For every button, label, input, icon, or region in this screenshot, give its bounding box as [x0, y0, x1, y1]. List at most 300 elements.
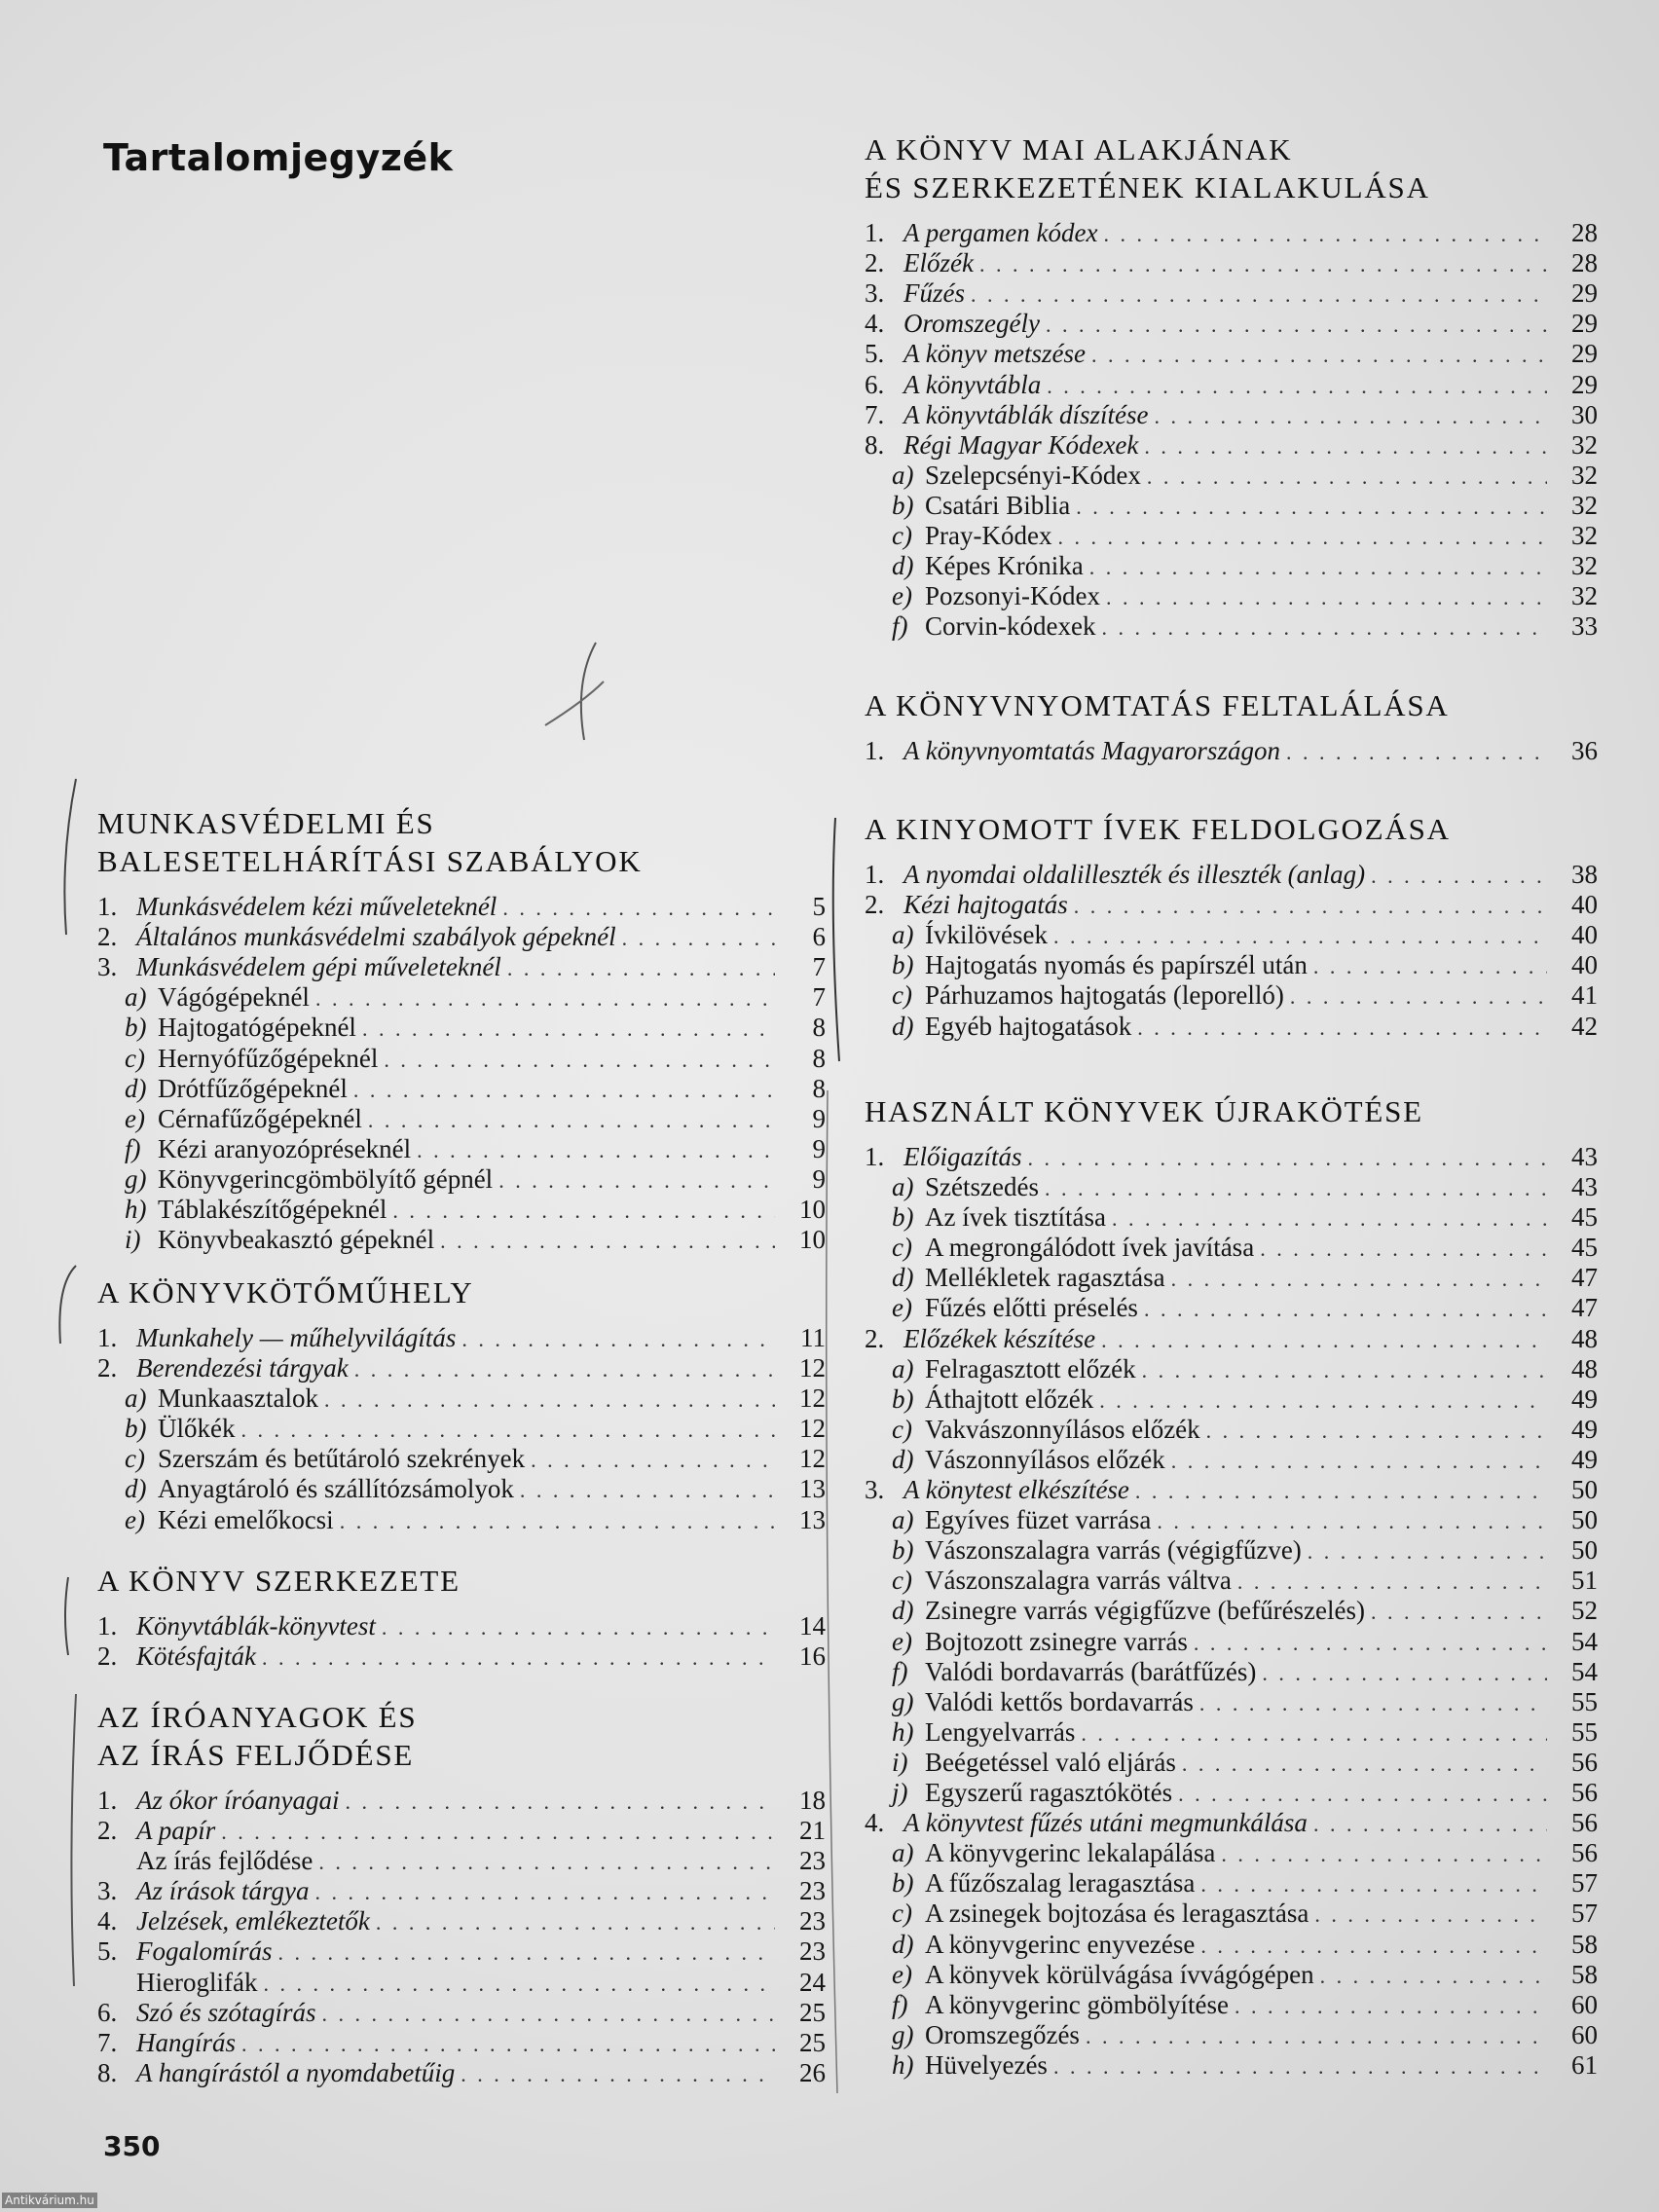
entry-title: Berendezési tárgyak — [136, 1353, 349, 1382]
margin-bracket-mark — [64, 779, 76, 935]
entry-page-number: 29 — [1571, 309, 1598, 338]
entry-number: 1. — [865, 1142, 885, 1171]
entry-number: 4. — [865, 1808, 885, 1837]
toc-entry — [97, 952, 826, 982]
entry-number: f) — [892, 1657, 908, 1686]
entry-number: 6. — [97, 1998, 118, 2027]
toc-entry — [865, 491, 1598, 521]
entry-title: A könyvek körülvágása ívvágógépen — [925, 1960, 1314, 1989]
column-edge-mark — [827, 1090, 837, 2093]
toc-entry — [97, 1383, 826, 1414]
entry-number: 1. — [97, 1323, 118, 1352]
toc-entry — [97, 1611, 826, 1641]
dot-leader — [1081, 1718, 1547, 1748]
entry-page-number: 29 — [1571, 339, 1598, 368]
toc-entry — [97, 1013, 826, 1043]
entry-title: Régi Magyar Kódexek — [903, 430, 1139, 460]
toc-entry — [865, 248, 1598, 278]
toc-entry — [97, 1323, 826, 1353]
entry-page-number: 56 — [1571, 1748, 1598, 1777]
entry-page-number: 25 — [799, 2028, 826, 2057]
toc-entry — [97, 982, 826, 1013]
dot-leader — [1101, 612, 1547, 642]
dot-leader — [1144, 1294, 1547, 1323]
toc-entry — [865, 461, 1598, 491]
toc-entry — [97, 1816, 826, 1846]
entry-number: a) — [892, 1838, 914, 1867]
entry-title: A könytest elkészítése — [903, 1475, 1129, 1504]
entry-number: d) — [892, 1263, 914, 1292]
entry-title: Valódi kettős bordavarrás — [925, 1687, 1194, 1716]
entry-title: Pray-Kódex — [925, 521, 1052, 550]
entry-number: 1. — [97, 1611, 118, 1641]
entry-page-number: 40 — [1571, 890, 1598, 919]
dot-leader — [461, 2059, 775, 2088]
toc-entry — [865, 309, 1598, 339]
dot-leader — [1144, 431, 1547, 461]
entry-title: A könyvnyomtatás Magyarországon — [903, 736, 1280, 765]
toc-entry — [865, 521, 1598, 551]
entry-page-number: 50 — [1571, 1535, 1598, 1565]
entry-title: Munkásvédelem gépi műveleteknél — [136, 952, 501, 981]
toc-entry — [97, 1195, 826, 1225]
entry-title: Párhuzamos hajtogatás (leporelló) — [925, 980, 1284, 1010]
toc-entry — [865, 1415, 1598, 1445]
entry-number: i) — [125, 1225, 141, 1254]
entry-number: e) — [892, 1293, 912, 1322]
entry-number: 2. — [865, 890, 885, 919]
dot-leader — [1074, 891, 1547, 920]
entry-number: i) — [892, 1748, 908, 1777]
dot-leader — [1142, 1355, 1547, 1384]
dot-leader — [1200, 1869, 1547, 1899]
dot-leader — [461, 1324, 775, 1353]
dot-leader — [1194, 1628, 1547, 1657]
entry-title: Előzék — [903, 248, 974, 277]
entry-number: d) — [892, 1012, 914, 1041]
entry-title: Hieroglifák — [136, 1968, 258, 1997]
entry-title: Előzékek készítése — [903, 1324, 1096, 1353]
entry-number: e) — [892, 581, 912, 610]
margin-bracket-mark — [71, 1694, 76, 1986]
entry-number: 1. — [865, 736, 885, 765]
entry-page-number: 23 — [799, 1906, 826, 1936]
entry-number: b) — [125, 1414, 147, 1443]
dot-leader — [1154, 401, 1547, 430]
entry-page-number: 14 — [799, 1611, 826, 1641]
entry-number: 5. — [97, 1936, 118, 1966]
dot-leader — [1099, 1385, 1547, 1415]
toc-entry — [97, 1505, 826, 1535]
entry-page-number: 32 — [1571, 521, 1598, 550]
entry-title: Oromszegőzés — [925, 2020, 1080, 2049]
entry-page-number: 8 — [812, 1044, 826, 1073]
entry-number: 1. — [865, 860, 885, 889]
entry-title: Az ívek tisztítása — [925, 1202, 1106, 1232]
dot-leader — [1206, 1416, 1547, 1445]
entry-number: d) — [892, 1930, 914, 1959]
toc-entry — [865, 611, 1598, 642]
entry-page-number: 55 — [1571, 1717, 1598, 1747]
toc-entry — [865, 1627, 1598, 1657]
entry-number: 2. — [97, 1353, 118, 1382]
page-title: Tartalomjegyzék — [103, 136, 454, 179]
section-title: A KÖNYV SZERKEZETE — [97, 1564, 461, 1598]
entry-page-number: 23 — [799, 1876, 826, 1905]
entry-number: b) — [892, 1202, 914, 1232]
entry-page-number: 47 — [1571, 1293, 1598, 1322]
dot-leader — [1371, 1597, 1547, 1626]
entry-page-number: 49 — [1571, 1445, 1598, 1474]
entry-page-number: 13 — [799, 1474, 826, 1503]
margin-bracket-mark — [59, 1266, 76, 1344]
entry-number: c) — [125, 1044, 145, 1073]
section-title: BALESETELHÁRÍTÁSI SZABÁLYOK — [97, 844, 643, 878]
entry-number: d) — [892, 1445, 914, 1474]
entry-page-number: 48 — [1571, 1324, 1598, 1353]
entry-title: A könyvtáblák díszítése — [903, 400, 1149, 429]
entry-page-number: 32 — [1571, 581, 1598, 610]
entry-number: a) — [892, 1172, 914, 1201]
toc-right-column — [865, 0, 1598, 2212]
entry-number: 5. — [865, 339, 885, 368]
entry-number: 3. — [865, 278, 885, 308]
toc-entry — [97, 1134, 826, 1164]
toc-entry — [865, 1505, 1598, 1535]
entry-title: Fűzés — [903, 278, 965, 308]
entry-page-number: 61 — [1571, 2050, 1598, 2080]
entry-number: 6. — [865, 370, 885, 399]
dot-leader — [1086, 2021, 1547, 2050]
toc-entry — [865, 1566, 1598, 1596]
entry-page-number: 12 — [799, 1414, 826, 1443]
dot-leader — [1371, 861, 1547, 890]
dot-leader — [1135, 1476, 1547, 1505]
entry-number: 2. — [97, 1816, 118, 1845]
dot-leader — [1091, 340, 1547, 369]
toc-entry — [865, 1778, 1598, 1808]
entry-page-number: 16 — [799, 1641, 826, 1671]
entry-title: A könyvtest fűzés utáni megmunkálása — [903, 1808, 1308, 1837]
section-title: AZ ÍRÓANYAGOK ÉS — [97, 1700, 418, 1734]
entry-number: c) — [892, 1233, 912, 1262]
entry-title: Zsinegre varrás végigfűzve (befűrészelés) — [925, 1596, 1366, 1625]
entry-page-number: 58 — [1571, 1960, 1598, 1989]
entry-page-number: 32 — [1571, 551, 1598, 580]
entry-page-number: 56 — [1571, 1838, 1598, 1867]
dot-leader — [1045, 1173, 1547, 1202]
dot-leader — [354, 1354, 775, 1383]
entry-number: f) — [892, 611, 908, 641]
entry-title: Mellékletek ragasztása — [925, 1263, 1165, 1292]
entry-title: Egyíves füzet varrása — [925, 1505, 1152, 1534]
entry-number: b) — [892, 1535, 914, 1565]
entry-number: 1. — [97, 892, 118, 921]
toc-entry — [865, 1838, 1598, 1868]
entry-page-number: 25 — [799, 1998, 826, 2027]
toc-entry — [865, 1475, 1598, 1505]
dot-leader — [392, 1196, 775, 1225]
entry-page-number: 24 — [799, 1968, 826, 1997]
entry-title: A könyvgerinc lekalapálása — [925, 1838, 1216, 1867]
entry-title: Az írások tárgya — [136, 1876, 310, 1905]
toc-entry — [97, 1044, 826, 1074]
section-title: A KÖNYVNYOMTATÁS FELTALÁLÁSA — [865, 688, 1450, 722]
entry-page-number: 41 — [1571, 980, 1598, 1010]
entry-title: Drótfűzőgépeknél — [158, 1074, 348, 1103]
section-title: A KINYOMOTT ÍVEK FELDOLGOZÁSA — [865, 812, 1451, 846]
entry-title: Ívkilövések — [925, 920, 1048, 949]
toc-entry — [97, 1641, 826, 1672]
entry-page-number: 57 — [1571, 1899, 1598, 1928]
toc-entry — [97, 1074, 826, 1104]
dot-leader — [1237, 1567, 1547, 1596]
section-title: MUNKASVÉDELMI ÉS — [97, 806, 435, 840]
entry-number: h) — [892, 1717, 914, 1747]
dot-leader — [1147, 461, 1547, 491]
toc-entry — [865, 1930, 1598, 1960]
entry-number: j) — [892, 1778, 908, 1807]
dot-leader — [1313, 1809, 1547, 1838]
entry-title: Munkahely — műhelyvilágítás — [136, 1323, 457, 1352]
entry-page-number: 51 — [1571, 1566, 1598, 1595]
toc-entry — [865, 400, 1598, 430]
entry-title: A könyvgerinc gömbölyítése — [925, 1990, 1229, 2019]
entry-number: d) — [892, 551, 914, 580]
entry-page-number: 21 — [799, 1816, 826, 1845]
toc-entry — [97, 892, 826, 922]
toc-entry — [865, 1990, 1598, 2020]
toc-entry — [97, 2028, 826, 2058]
entry-title: Hajtogatógépeknél — [158, 1013, 356, 1042]
toc-entry — [865, 1012, 1598, 1042]
toc-entry — [865, 1233, 1598, 1263]
entry-title: A könyv metszése — [903, 339, 1086, 368]
entry-page-number: 9 — [812, 1134, 826, 1163]
dot-leader — [1260, 1234, 1547, 1263]
entry-title: Cérnafűzőgépeknél — [158, 1104, 362, 1133]
entry-number: a) — [892, 1354, 914, 1383]
entry-number: 2. — [97, 1641, 118, 1671]
entry-page-number: 40 — [1571, 950, 1598, 979]
toc-entry — [97, 1998, 826, 2028]
dot-leader — [1182, 1749, 1547, 1778]
entry-number: g) — [125, 1164, 147, 1194]
entry-page-number: 10 — [799, 1225, 826, 1254]
dot-leader — [622, 923, 775, 952]
entry-page-number: 7 — [812, 952, 826, 981]
entry-title: Kötésfajták — [136, 1641, 256, 1671]
entry-number: h) — [892, 2050, 914, 2080]
dot-leader — [1047, 371, 1547, 400]
entry-page-number: 8 — [812, 1074, 826, 1103]
toc-entry — [865, 950, 1598, 980]
dot-leader — [315, 1877, 776, 1906]
entry-title: Kézi hajtogatás — [903, 890, 1068, 919]
dot-leader — [1137, 1013, 1547, 1042]
entry-page-number: 54 — [1571, 1657, 1598, 1686]
toc-entry — [97, 1846, 826, 1876]
toc-entry — [865, 1293, 1598, 1323]
dot-leader — [278, 1937, 775, 1967]
entry-number: g) — [892, 2020, 914, 2049]
entry-number: g) — [892, 1687, 914, 1716]
entry-number: h) — [125, 1195, 147, 1224]
entry-page-number: 60 — [1571, 2020, 1598, 2049]
toc-entry — [97, 1906, 826, 1936]
dot-leader — [1262, 1658, 1547, 1687]
toc-left-column — [97, 0, 826, 2212]
entry-number: 3. — [97, 952, 118, 981]
entry-title: Fűzés előtti préselés — [925, 1293, 1138, 1322]
watermark-label: Antikvárium.hu — [2, 2193, 97, 2208]
entry-page-number: 5 — [812, 892, 826, 921]
toc-entry — [97, 1104, 826, 1134]
toc-entry — [865, 1717, 1598, 1748]
entry-title: Munkaasztalok — [158, 1383, 318, 1413]
entry-title: Előigazítás — [903, 1142, 1022, 1171]
entry-number: 2. — [97, 922, 118, 951]
toc-entry — [865, 1899, 1598, 1929]
entry-number: a) — [892, 920, 914, 949]
dot-leader — [498, 1165, 775, 1195]
dot-leader — [382, 1612, 775, 1641]
entry-title: Szerszám és betűtároló szekrények — [158, 1444, 526, 1473]
toc-entry — [97, 1164, 826, 1195]
margin-bracket-mark — [833, 818, 839, 1061]
entry-page-number: 42 — [1571, 1012, 1598, 1041]
dot-leader — [221, 1817, 775, 1846]
entry-number: 3. — [97, 1876, 118, 1905]
toc-entry — [865, 1748, 1598, 1778]
dot-leader — [384, 1045, 775, 1074]
entry-number: 8. — [97, 2058, 118, 2087]
toc-entry — [97, 1876, 826, 1906]
entry-title: Általános munkásvédelmi szabályok gépeknél — [136, 922, 616, 951]
dot-leader — [502, 893, 775, 922]
toc-entry — [865, 1960, 1598, 1990]
entry-title: Táblakészítőgépeknél — [158, 1195, 387, 1224]
toc-entry — [97, 1936, 826, 1967]
entry-page-number: 23 — [799, 1846, 826, 1875]
section-title: AZ ÍRÁS FELJŐDÉSE — [97, 1738, 415, 1772]
section-title: A KÖNYV MAI ALAKJÁNAK — [865, 132, 1293, 166]
section-title: A KÖNYVKÖTŐMŰHELY — [97, 1275, 474, 1309]
entry-page-number: 7 — [812, 982, 826, 1012]
dot-leader — [1157, 1506, 1547, 1535]
dot-leader — [1200, 1931, 1547, 1960]
dot-leader — [318, 1847, 775, 1876]
toc-entry — [865, 1202, 1598, 1233]
entry-number: d) — [892, 1596, 914, 1625]
entry-title: Oromszegély — [903, 309, 1040, 338]
entry-title: Vászonszalagra varrás (végigfűzve) — [925, 1535, 1302, 1565]
entry-number: d) — [125, 1074, 147, 1103]
entry-page-number: 48 — [1571, 1354, 1598, 1383]
dot-leader — [1320, 1961, 1547, 1990]
entry-title: Áthajtott előzék — [925, 1384, 1094, 1414]
entry-number: 2. — [865, 248, 885, 277]
entry-page-number: 28 — [1571, 248, 1598, 277]
dot-leader — [315, 983, 775, 1013]
entry-title: Vágógépeknél — [158, 982, 310, 1012]
entry-page-number: 38 — [1571, 860, 1598, 889]
entry-page-number: 12 — [799, 1444, 826, 1473]
dot-leader — [1028, 1143, 1547, 1172]
entry-title: Felragasztott előzék — [925, 1354, 1136, 1383]
entry-page-number: 56 — [1571, 1808, 1598, 1837]
entry-page-number: 50 — [1571, 1505, 1598, 1534]
entry-page-number: 29 — [1571, 278, 1598, 308]
entry-title: Vakvászonnyílásos előzék — [925, 1415, 1200, 1444]
toc-entry — [97, 1968, 826, 1998]
dot-leader — [240, 1415, 775, 1444]
dot-leader — [520, 1475, 775, 1504]
entry-page-number: 54 — [1571, 1627, 1598, 1656]
entry-title: Vászonnyílásos előzék — [925, 1445, 1165, 1474]
entry-page-number: 23 — [799, 1936, 826, 1966]
entry-number: a) — [125, 1383, 147, 1413]
dot-leader — [1076, 492, 1547, 521]
entry-title: Fogalomírás — [136, 1936, 273, 1966]
entry-page-number: 11 — [800, 1323, 826, 1352]
dot-leader — [1199, 1688, 1547, 1717]
entry-title: Beégetéssel való eljárás — [925, 1748, 1176, 1777]
entry-title: Szelepcsényi-Kódex — [925, 461, 1141, 490]
entry-title: A megrongálódott ívek javítása — [925, 1233, 1255, 1262]
entry-page-number: 43 — [1571, 1142, 1598, 1171]
dot-leader — [346, 1787, 776, 1816]
toc-entry — [865, 1142, 1598, 1172]
toc-entry — [865, 2020, 1598, 2050]
entry-number: 4. — [865, 309, 885, 338]
entry-title: Könyvtáblák-könyvtest — [136, 1611, 376, 1641]
entry-number: 2. — [865, 1324, 885, 1353]
entry-number: e) — [125, 1505, 145, 1534]
entry-number: e) — [125, 1104, 145, 1133]
entry-page-number: 32 — [1571, 430, 1598, 460]
dot-leader — [1057, 522, 1547, 551]
toc-entry — [97, 1474, 826, 1504]
toc-entry — [865, 920, 1598, 950]
toc-entry — [97, 1225, 826, 1255]
entry-title: Lengyelvarrás — [925, 1717, 1076, 1747]
dot-leader — [1053, 2051, 1547, 2081]
dot-leader — [1103, 219, 1547, 248]
entry-title: Bojtozott zsinegre varrás — [925, 1627, 1188, 1656]
dot-leader — [1221, 1839, 1547, 1868]
entry-page-number: 26 — [799, 2058, 826, 2087]
entry-page-number: 49 — [1571, 1384, 1598, 1414]
dot-leader — [979, 249, 1547, 278]
dot-leader — [1290, 981, 1547, 1011]
entry-title: Valódi bordavarrás (barátfűzés) — [925, 1657, 1257, 1686]
dot-leader — [263, 1969, 775, 1998]
dot-leader — [1314, 1899, 1547, 1929]
entry-page-number: 45 — [1571, 1233, 1598, 1262]
entry-number: 4. — [97, 1906, 118, 1936]
entry-page-number: 28 — [1571, 218, 1598, 247]
entry-page-number: 18 — [799, 1786, 826, 1815]
entry-page-number: 29 — [1571, 370, 1598, 399]
entry-title: Hernyófűzőgépeknél — [158, 1044, 379, 1073]
toc-entry — [865, 370, 1598, 400]
section-title: HASZNÁLT KÖNYVEK ÚJRAKÖTÉSE — [865, 1094, 1423, 1128]
toc-entry — [865, 1324, 1598, 1354]
toc-entry — [865, 339, 1598, 369]
entry-title: Egyszerű ragasztókötés — [925, 1778, 1173, 1807]
entry-page-number: 56 — [1571, 1778, 1598, 1807]
